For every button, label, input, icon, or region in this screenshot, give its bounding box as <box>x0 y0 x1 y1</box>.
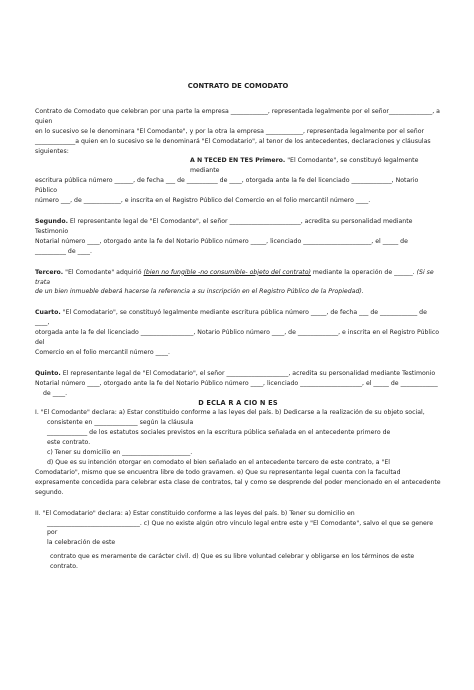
declaracion-i-line: c) Tener su domicilio en ______________________. <box>47 449 193 457</box>
segundo-text: El representante legal de "El Comodante", el señor _______________________, acredita su personalidad mediante Testimonio <box>35 217 413 235</box>
primero-line: número ___, de ____________, e inscrita en el Registro Público del Comercio en el folio mercantil número ____. <box>35 197 371 205</box>
declaracion-i-line: este contrato. <box>47 439 91 447</box>
tercero-object: (bien no fungible -no consumible- objeto del contrato) <box>143 268 311 276</box>
document-page <box>35 82 441 572</box>
quinto-text: El representante legal de "El Comodatario", el señor ____________________, acredita su personalidad mediante Testimonio <box>60 369 436 377</box>
segundo-line: Notarial número ____, otorgado ante la fe del Notario Público número _____, licenciado ______________________, el _____ de <box>35 237 408 245</box>
declaracion-ii-line: la celebración de este <box>47 539 116 547</box>
declaracion-i-line: expresamente concedida para celebrar esta clase de contratos, tal y como se desprende del poder mencionado en el antecedente <box>35 478 441 486</box>
intro-line: siguientes: <box>35 147 69 155</box>
quinto-line: Notarial número ____, otorgado ante la fe del Notario Público número ____, licenciado ____________________, el _____ de ____________ <box>35 379 438 387</box>
segundo-label: Segundo. <box>35 217 68 225</box>
declaracion-i-line: I. "El Comodante" declara: a) Estar constituido conforme a las leyes del país. b) Dedicarse a la realización de su objeto social, <box>35 409 425 417</box>
declaracion-i-line: consistente en ______________ según la cláusula <box>47 419 194 427</box>
document-title: CONTRATO DE COMODATO <box>187 82 289 90</box>
antecedente-quinto <box>35 369 441 399</box>
cuarto-line: otorgada ante la fe del licenciado _________________, Notario Público número ____, de _____________, e inscrita en el Registro Público del <box>35 329 440 347</box>
antecedente-segundo <box>35 217 441 257</box>
segundo-line: __________ de ____. <box>35 247 92 255</box>
primero-text: "El Comodante", se constituyó legalmente mediante <box>190 157 419 175</box>
declaracion-i <box>35 408 441 497</box>
tercero-note-line: de un bien inmueble deberá hacerse la referencia a su inscripción en el Registro Público de la Propiedad). <box>35 288 364 296</box>
tercero-note: (Si se trata <box>35 268 434 286</box>
tercero-text: "El Comodante" adquirió <box>63 268 144 276</box>
intro-line: Contrato de Comodato que celebran por una parte la empresa ____________, representada legalmente por el señor______________, a quien <box>35 107 440 125</box>
cuarto-line: Comercio en el folio mercantil número ____. <box>35 348 170 356</box>
cuarto-text: "El Comodatario", se constituyó legalmente mediante escritura pública número _____, de fecha ___ de ____________ de ____, <box>35 309 427 327</box>
antecedente-primero <box>35 156 441 206</box>
declaracion-i-line: _____________ de los estatutos sociales previstos en la escritura pública señalada en el antecedente primero de <box>47 429 391 437</box>
primero-line: escritura pública número ______, de fecha ___ de __________ de ____, otorgada ante la fe del licenciado _____________, Notario Público <box>35 177 419 195</box>
declaracion-ii-line: II. "El Comodatario" declara: a) Estar constituido conforme a las leyes del país. b) Tener su domicilio en <box>35 509 355 517</box>
declaracion-i-line: d) Que es su intención otorgar en comodato el bien señalado en el antecedente tercero de este contrato, a "El <box>47 459 390 466</box>
intro-line: _____________a quien en lo sucesivo se le denominará "El Comodatario", al tenor de los antecedentes, declaraciones y cláusulas <box>35 137 431 145</box>
declaracion-ii-line: ______________________________. c) Que no existe algún otro vínculo legal entre este y "El Comodante", salvo el que se genere por <box>47 519 434 537</box>
intro-line: en lo sucesivo se le denominara "El Comodante", y por la otra la empresa ____________, representada legalmente por el señor <box>35 127 425 135</box>
tercero-label: Tercero. <box>35 268 64 276</box>
declaracion-ii <box>35 509 441 572</box>
declaracion-ii-line: contrato que es meramente de carácter civil. d) Que es su libre voluntad celebrar y obligarse en los términos de este contrato. <box>50 553 415 571</box>
quinto-line: de ____. <box>43 389 68 397</box>
antecedentes-heading: A N TECED EN TES <box>190 157 254 165</box>
tercero-text-b: mediante la operación de ______. <box>310 268 417 276</box>
declaracion-i-line: segundo. <box>35 488 64 496</box>
cuarto-label: Cuarto. <box>35 309 61 317</box>
primero-label: Primero. <box>255 157 286 165</box>
antecedente-tercero <box>35 268 441 298</box>
intro-paragraph <box>35 107 441 157</box>
quinto-label: Quinto. <box>35 369 61 377</box>
antecedente-cuarto <box>35 308 441 358</box>
declaraciones-heading: D ECLA R A CIO N ES <box>198 398 278 407</box>
declaracion-i-line: Comodatario", mismo que se encuentra libre de todo gravamen. e) Que su representante legal cuenta con la facultad <box>35 468 401 476</box>
